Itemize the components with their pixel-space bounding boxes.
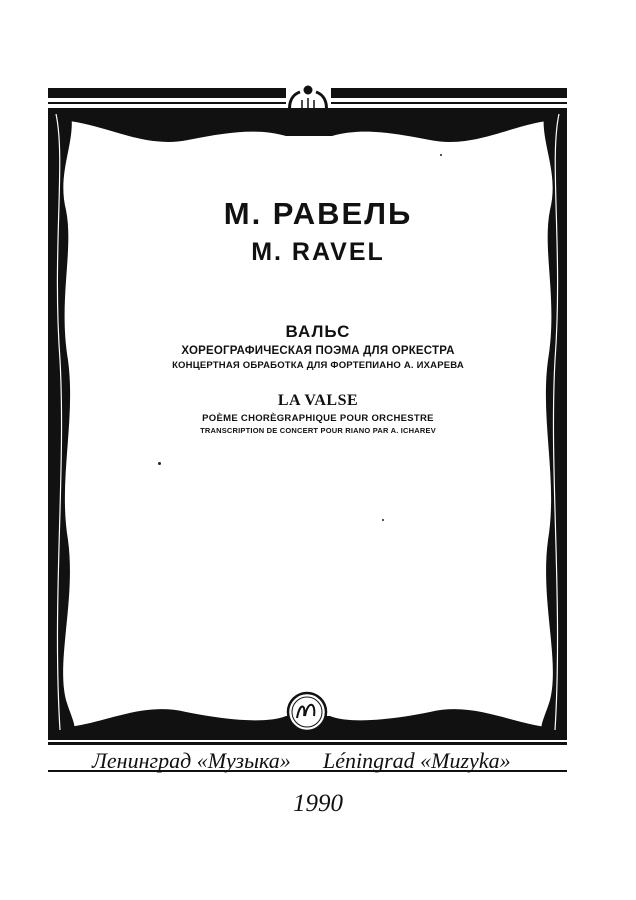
- publisher-ru: Ленинград «Музыка»: [92, 748, 291, 773]
- work-subtitle-ru-2: КОНЦЕРТНАЯ ОБРАБОТКА ДЛЯ ФОРТЕПИАНО А. ИХАРЕВА: [172, 360, 464, 371]
- work-title-fr: LA VALSE: [277, 392, 359, 409]
- work-subtitle-ru-1: ХОРЕОГРАФИЧЕСКАЯ ПОЭМА ДЛЯ ОРКЕСТРА: [181, 345, 455, 357]
- publisher-en: Léningrad «Muzyka»: [323, 748, 511, 773]
- work-title-ru: ВАЛЬС: [285, 322, 351, 341]
- print-speck: [158, 462, 161, 465]
- publication-year: 1990: [293, 790, 343, 817]
- print-speck: [382, 519, 384, 521]
- work-subtitle-fr-2: TRANSCRIPTION DE CONCERT POUR RIANO PAR A. ICHAREV: [200, 426, 436, 435]
- publisher-emblem-icon: [288, 693, 326, 731]
- print-speck: [440, 154, 442, 156]
- composer-name-ru: М. РАВЕЛЬ: [223, 196, 413, 231]
- composer-name-en: M. RAVEL: [251, 238, 385, 266]
- work-subtitle-fr-1: POÈME CHORÈGRAPHIQUE POUR ORCHESTRE: [202, 413, 434, 424]
